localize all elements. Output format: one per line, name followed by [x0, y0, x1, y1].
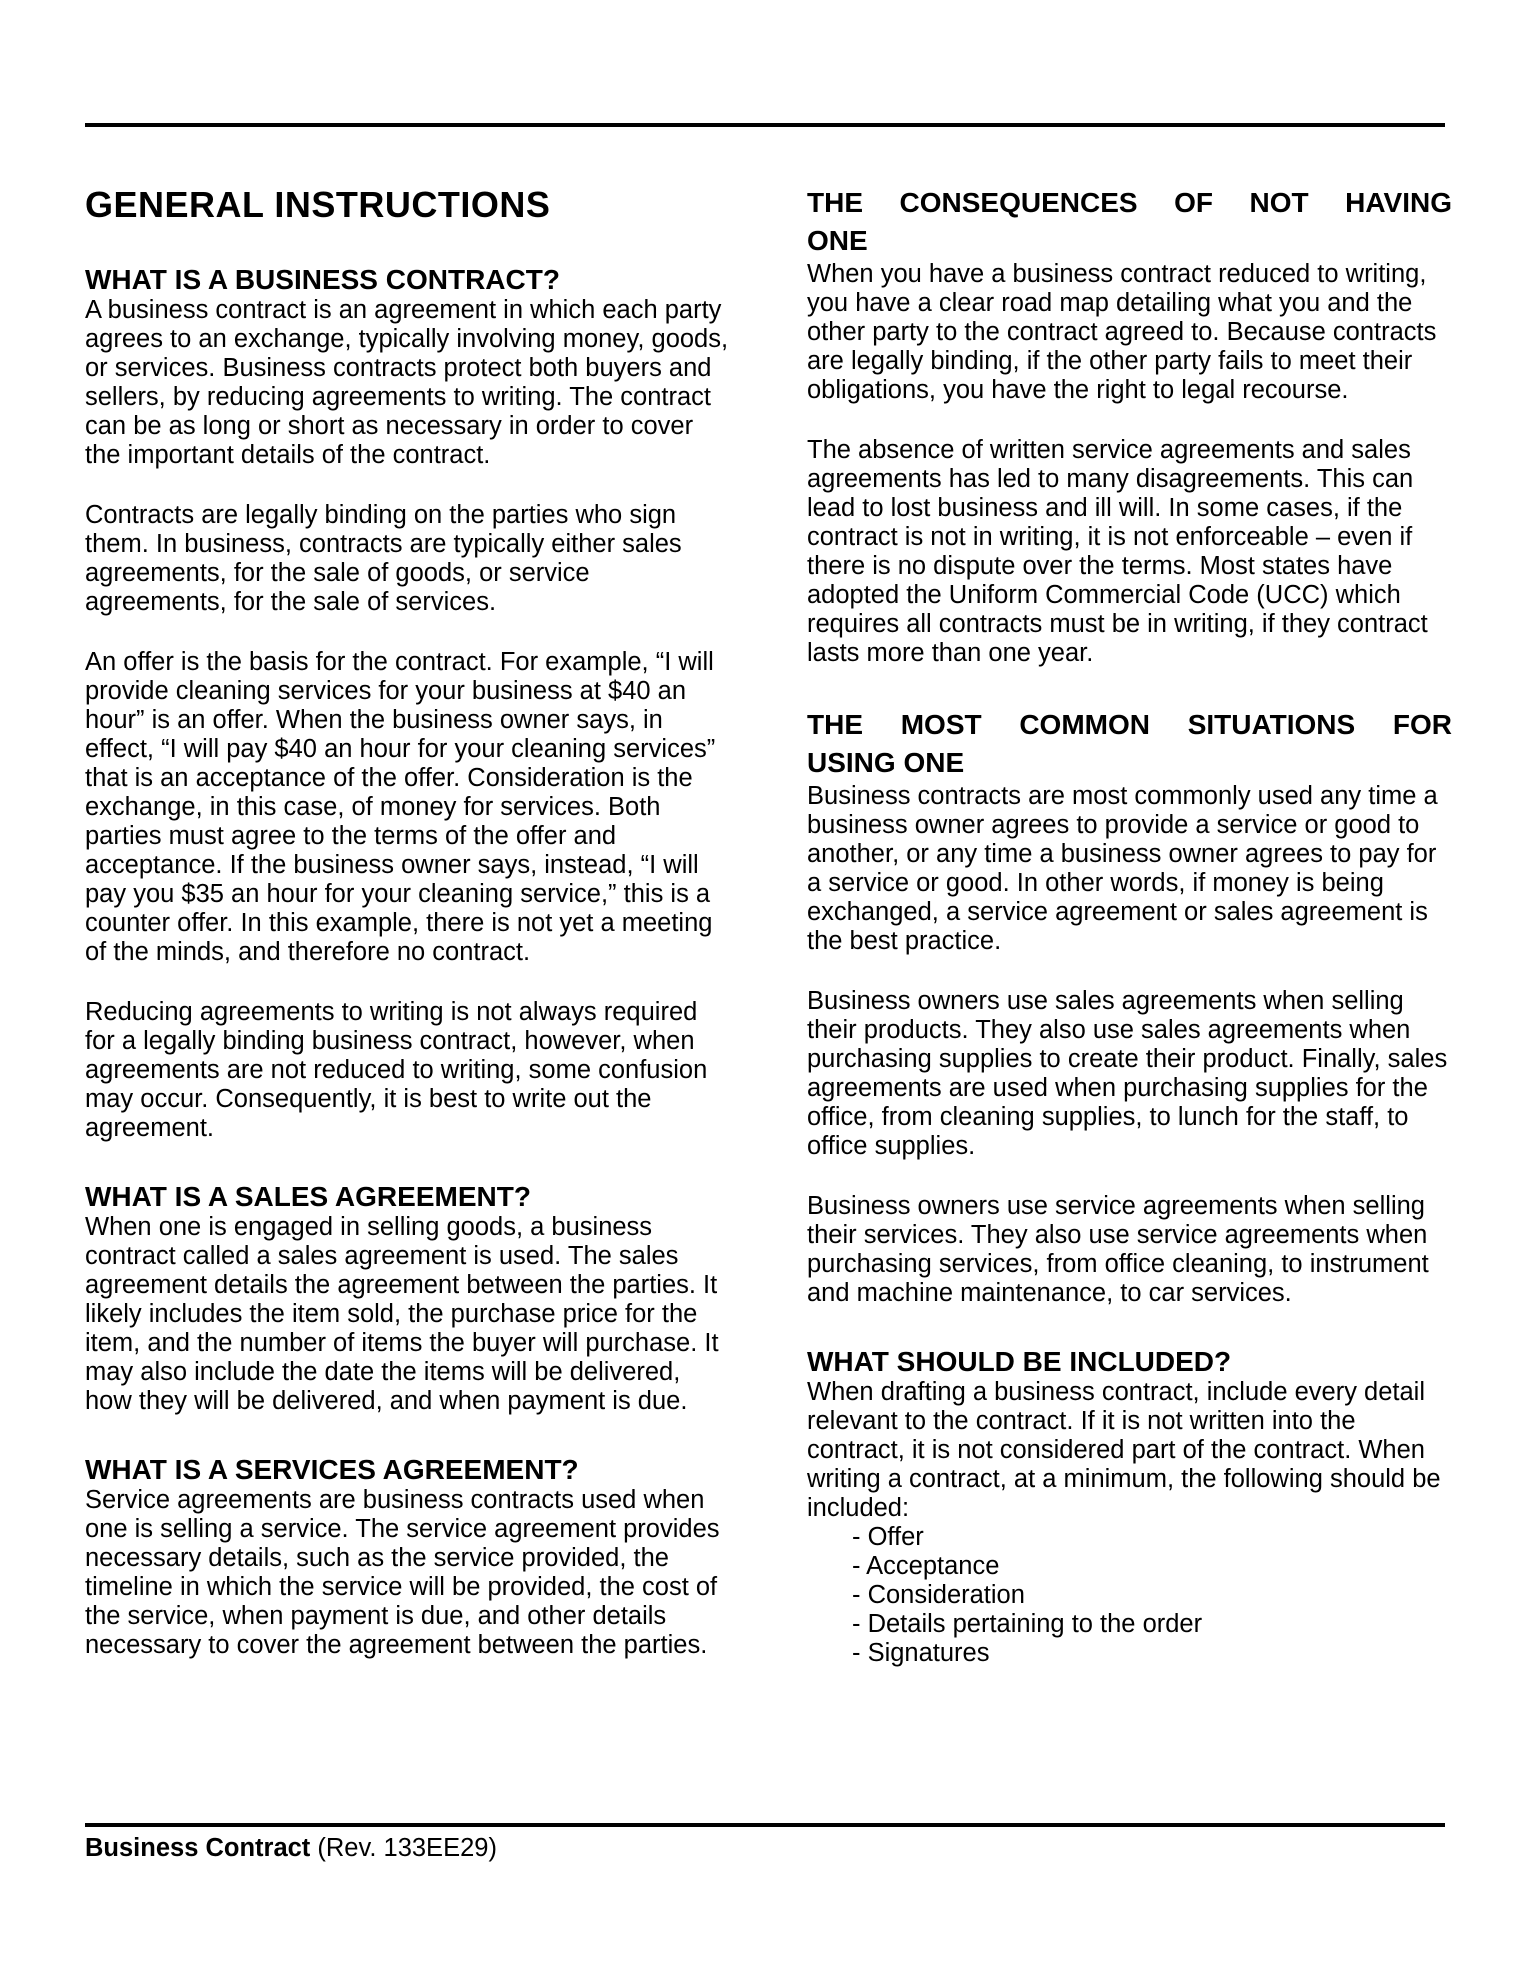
two-column-body	[85, 184, 1452, 1668]
paragraph: The absence of written service agreements and sales agreements has led to many disagreements. This can lead to lost business and ill will. In some cases, if the contract is not in writing, it is not enforceable – even if there is no dispute over the terms. Most states have adopted the Uniform Commercial Code (UCC) which requires all contracts must be in writing, if they contract lasts more than one year.	[807, 436, 1428, 667]
paragraph: A business contract is an agreement in which each party agrees to an exchange, typically involving money, goods, or services. Business contracts protect both buyers and sellers, by reducing agreements to writing. The contract can be as long or short as necessary in order to cover the important details of the contract.	[85, 296, 729, 469]
list-item: - Signatures	[852, 1639, 990, 1667]
section-heading-line: ONE	[807, 225, 868, 256]
list-item: - Details pertaining to the order	[852, 1610, 1203, 1638]
paragraph: Contracts are legally binding on the parties who sign them. In business, contracts are typically either sales agreements, for the sale of goods, or service agreements, for the sale of services.	[85, 501, 682, 616]
section-heading-consequences	[807, 184, 1452, 260]
right-column	[807, 184, 1452, 1668]
paragraph: An offer is the basis for the contract. For example, “I will provide cleaning services for your business at $40 an hour” is an offer. When the business owner says, in effect, “I will pay $40 an hour for your cleaning services” that is an acceptance of the offer. Consideration is the exchange, in this case, of money for services. Both parties must agree to the terms of the offer and acceptance. If the business owner says, instead, “I will pay you $35 an hour for your cleaning service,” this is a counter offer. In this example, there is not yet a meeting of the minds, and therefore no contract.	[85, 648, 716, 966]
paragraph: Business owners use service agreements when selling their services. They also use service agreements when purchasing services, from office cleaning, to instrument and machine maintenance, to car services.	[807, 1192, 1429, 1307]
page-title: GENERAL INSTRUCTIONS	[85, 184, 551, 225]
page-footer	[85, 1823, 1445, 1863]
list-item: - Consideration	[852, 1581, 1025, 1609]
left-column	[85, 184, 730, 1660]
footer-document-name: Business Contract	[85, 1834, 311, 1862]
paragraph: When one is engaged in selling goods, a business contract called a sales agreement is used. The sales agreement details the agreement between the parties. It likely includes the item sold, the purchase price for the item, and the number of items the buyer will purchase. It may also include the date the items will be delivered, how they will be delivered, and when payment is due.	[85, 1213, 719, 1415]
paragraph: When drafting a business contract, include every detail relevant to the contract. If it is not written into the contract, it is not considered part of the contract. When writing a contract, at a minimum, the following should be included:	[807, 1378, 1441, 1522]
footer-revision: (Rev. 133EE29)	[310, 1834, 497, 1862]
list-item: - Acceptance	[852, 1552, 1000, 1580]
section-heading-common-situations	[807, 706, 1452, 782]
list-item: - Offer	[852, 1523, 924, 1551]
paragraph: Business contracts are most commonly used any time a business owner agrees to provide a service or good to another, or any time a business owner agrees to pay for a service or good. In other words, if money is being exchanged, a service agreement or sales agreement is the best practice.	[807, 782, 1438, 955]
section-heading-line: THE MOST COMMON SITUATIONS FOR	[807, 709, 1452, 740]
paragraph: Business owners use sales agreements when selling their products. They also use sales agreements when purchasing supplies to create their product. Finally, sales agreements are used when purchasing supplies for the office, from cleaning supplies, to lunch for the staff, to office supplies.	[807, 987, 1448, 1160]
section-heading-line: THE CONSEQUENCES OF NOT HAVING	[807, 187, 1452, 218]
section-heading-what-should-be-included: WHAT SHOULD BE INCLUDED?	[807, 1346, 1232, 1377]
section-heading-what-is-a-sales-agreement: WHAT IS A SALES AGREEMENT?	[85, 1181, 531, 1212]
section-heading-what-is-a-services-agreement: WHAT IS A SERVICES AGREEMENT?	[85, 1454, 579, 1485]
included-items-list	[807, 1523, 1452, 1668]
paragraph: When you have a business contract reduced to writing, you have a clear road map detailing what you and the other party to the contract agreed to. Because contracts are legally binding, if the other party fails to meet their obligations, you have the right to legal recourse.	[807, 260, 1437, 404]
paragraph: Service agreements are business contracts used when one is selling a service. The service agreement provides necessary details, such as the service provided, the timeline in which the service will be provided, the cost of the service, when payment is due, and other details necessary to cover the agreement between the parties.	[85, 1486, 720, 1659]
paragraph: Reducing agreements to writing is not always required for a legally binding business contract, however, when agreements are not reduced to writing, some confusion may occur. Consequently, it is best to write out the agreement.	[85, 998, 708, 1142]
top-horizontal-rule	[85, 123, 1445, 127]
section-heading-what-is-a-business-contract: WHAT IS A BUSINESS CONTRACT?	[85, 264, 560, 295]
section-heading-line: USING ONE	[807, 747, 965, 778]
